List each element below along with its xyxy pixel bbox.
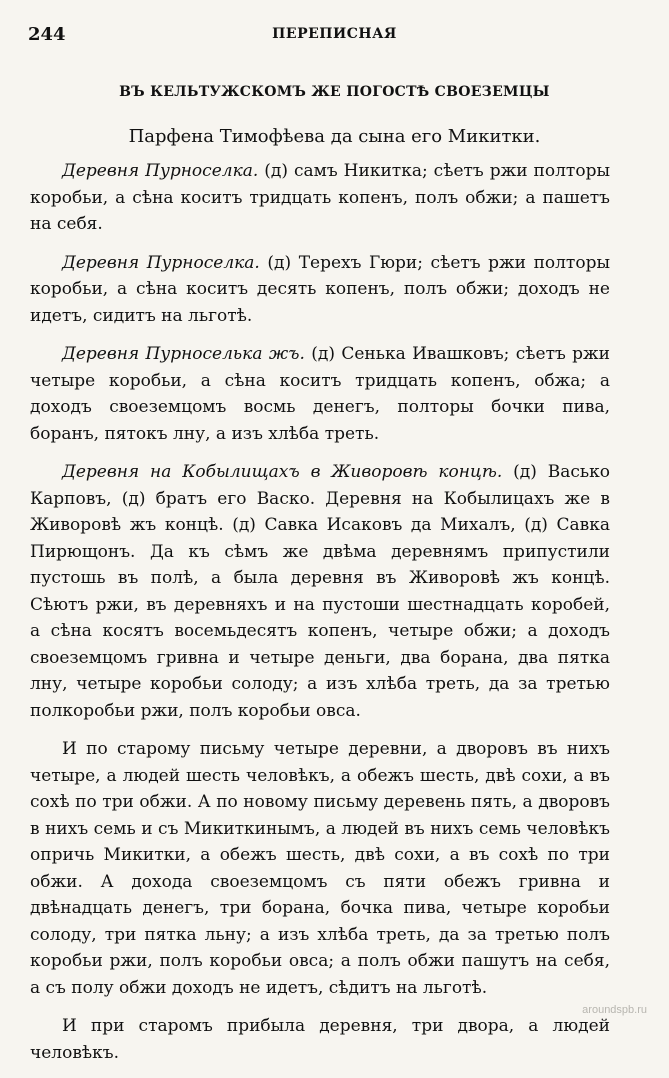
paragraph-2-text: (д) Терехъ Гюри; сѣетъ ржи полторы коробьи, а сѣна коситъ десять копенъ, полъ обжи; доходъ не идетъ, сидитъ на льготѣ.	[30, 252, 610, 326]
paragraph-3-heading: Деревня Пурноселька жъ.	[62, 344, 305, 364]
paragraph-5	[30, 736, 610, 1001]
body-text	[30, 158, 610, 1078]
running-title: ПЕРЕПИСНАЯ	[272, 26, 397, 42]
subtitle: Парфена Тимофѣева да сына его Микитки.	[128, 126, 541, 147]
paragraph-5-text: И по старому письму четыре деревни, а дворовъ въ нихъ четыре, а людей шесть человѣкъ, а обежъ шесть, двѣ сохи, а въ сохѣ по три обжи. А по новому письму деревень пять, а дворовъ в нихъ семь и съ Микиткинымъ, а людей въ нихъ семь человѣкъ опричь Микитки, а обежъ шесть, двѣ сохи, а въ сохѣ по три обжи. А дохода своеземцомъ съ пяти обежъ гривна и двѣнадцать денегъ, три борана, бочка пива, четыре коробьи солоду, три пятка льну; а изъ хлѣба треть, да за третью полъ коробьи ржи, полъ коробьи овса; а полъ обжи пашутъ на себя, а съ полу обжи доходъ не идетъ, сѣдитъ на льготѣ.	[30, 739, 610, 998]
paragraph-4-text: (д) Васько Карповъ, (д) братъ его Васко. Деревня на Кобылицахъ же в Живоровѣ жъ концѣ. (д) Савка Исаковъ да Михалъ, (д) Савка Пирющонъ. Да къ сѣмъ же двѣма деревнямъ припустили пустошь въ полѣ, а была деревня въ Живоровѣ жъ концѣ. Сѣютъ ржи, въ деревняхъ и на пустоши шестнадцать коробей, а сѣна косятъ восемьдесятъ копенъ, четыре обжи; а доходъ своеземцомъ гривна и четыре деньги, два борана, два пятка лну, четыре коробьи солоду; а изъ хлѣба треть, да за третью полкоробьи ржи, полъ коробьи овса.	[30, 462, 610, 721]
page-header	[28, 24, 641, 48]
paragraph-1-heading: Деревня Пурноселка.	[62, 161, 259, 181]
section-title: ВЪ КЕЛЬТУЖСКОМЪ ЖЕ ПОГОСТѢ СВОЕЗЕМЦЫ	[119, 84, 550, 100]
paragraph-1-text: (д) самъ Никитка; сѣетъ ржи полторы коробьи, а сѣна коситъ тридцать копенъ, полъ обжи; а пашетъ на себя.	[30, 161, 610, 234]
paragraph-3	[30, 341, 610, 447]
paragraph-3-text: (д) Сенька Ивашковъ; сѣетъ ржи четыре коробьи, а сѣна коситъ тридцать копенъ, обжа; а доходъ своеземцомъ восмь денегъ, полторы бочки пива, боранъ, пятокъ лну, а изъ хлѣба треть.	[30, 344, 610, 444]
paragraph-1	[30, 158, 610, 238]
paragraph-2	[30, 250, 610, 330]
paragraph-2-heading: Деревня Пурноселка.	[62, 252, 260, 273]
page-number: 244	[28, 24, 66, 45]
paragraph-6	[30, 1013, 610, 1066]
paragraph-4-heading: Деревня на Кобылищахъ в Живоровѣ концѣ.	[62, 462, 503, 482]
paragraph-4	[30, 459, 610, 724]
paragraph-6-text: И при старомъ прибыла деревня, три двора, а людей человѣкъ.	[30, 1016, 610, 1063]
watermark: aroundspb.ru	[582, 1004, 647, 1016]
